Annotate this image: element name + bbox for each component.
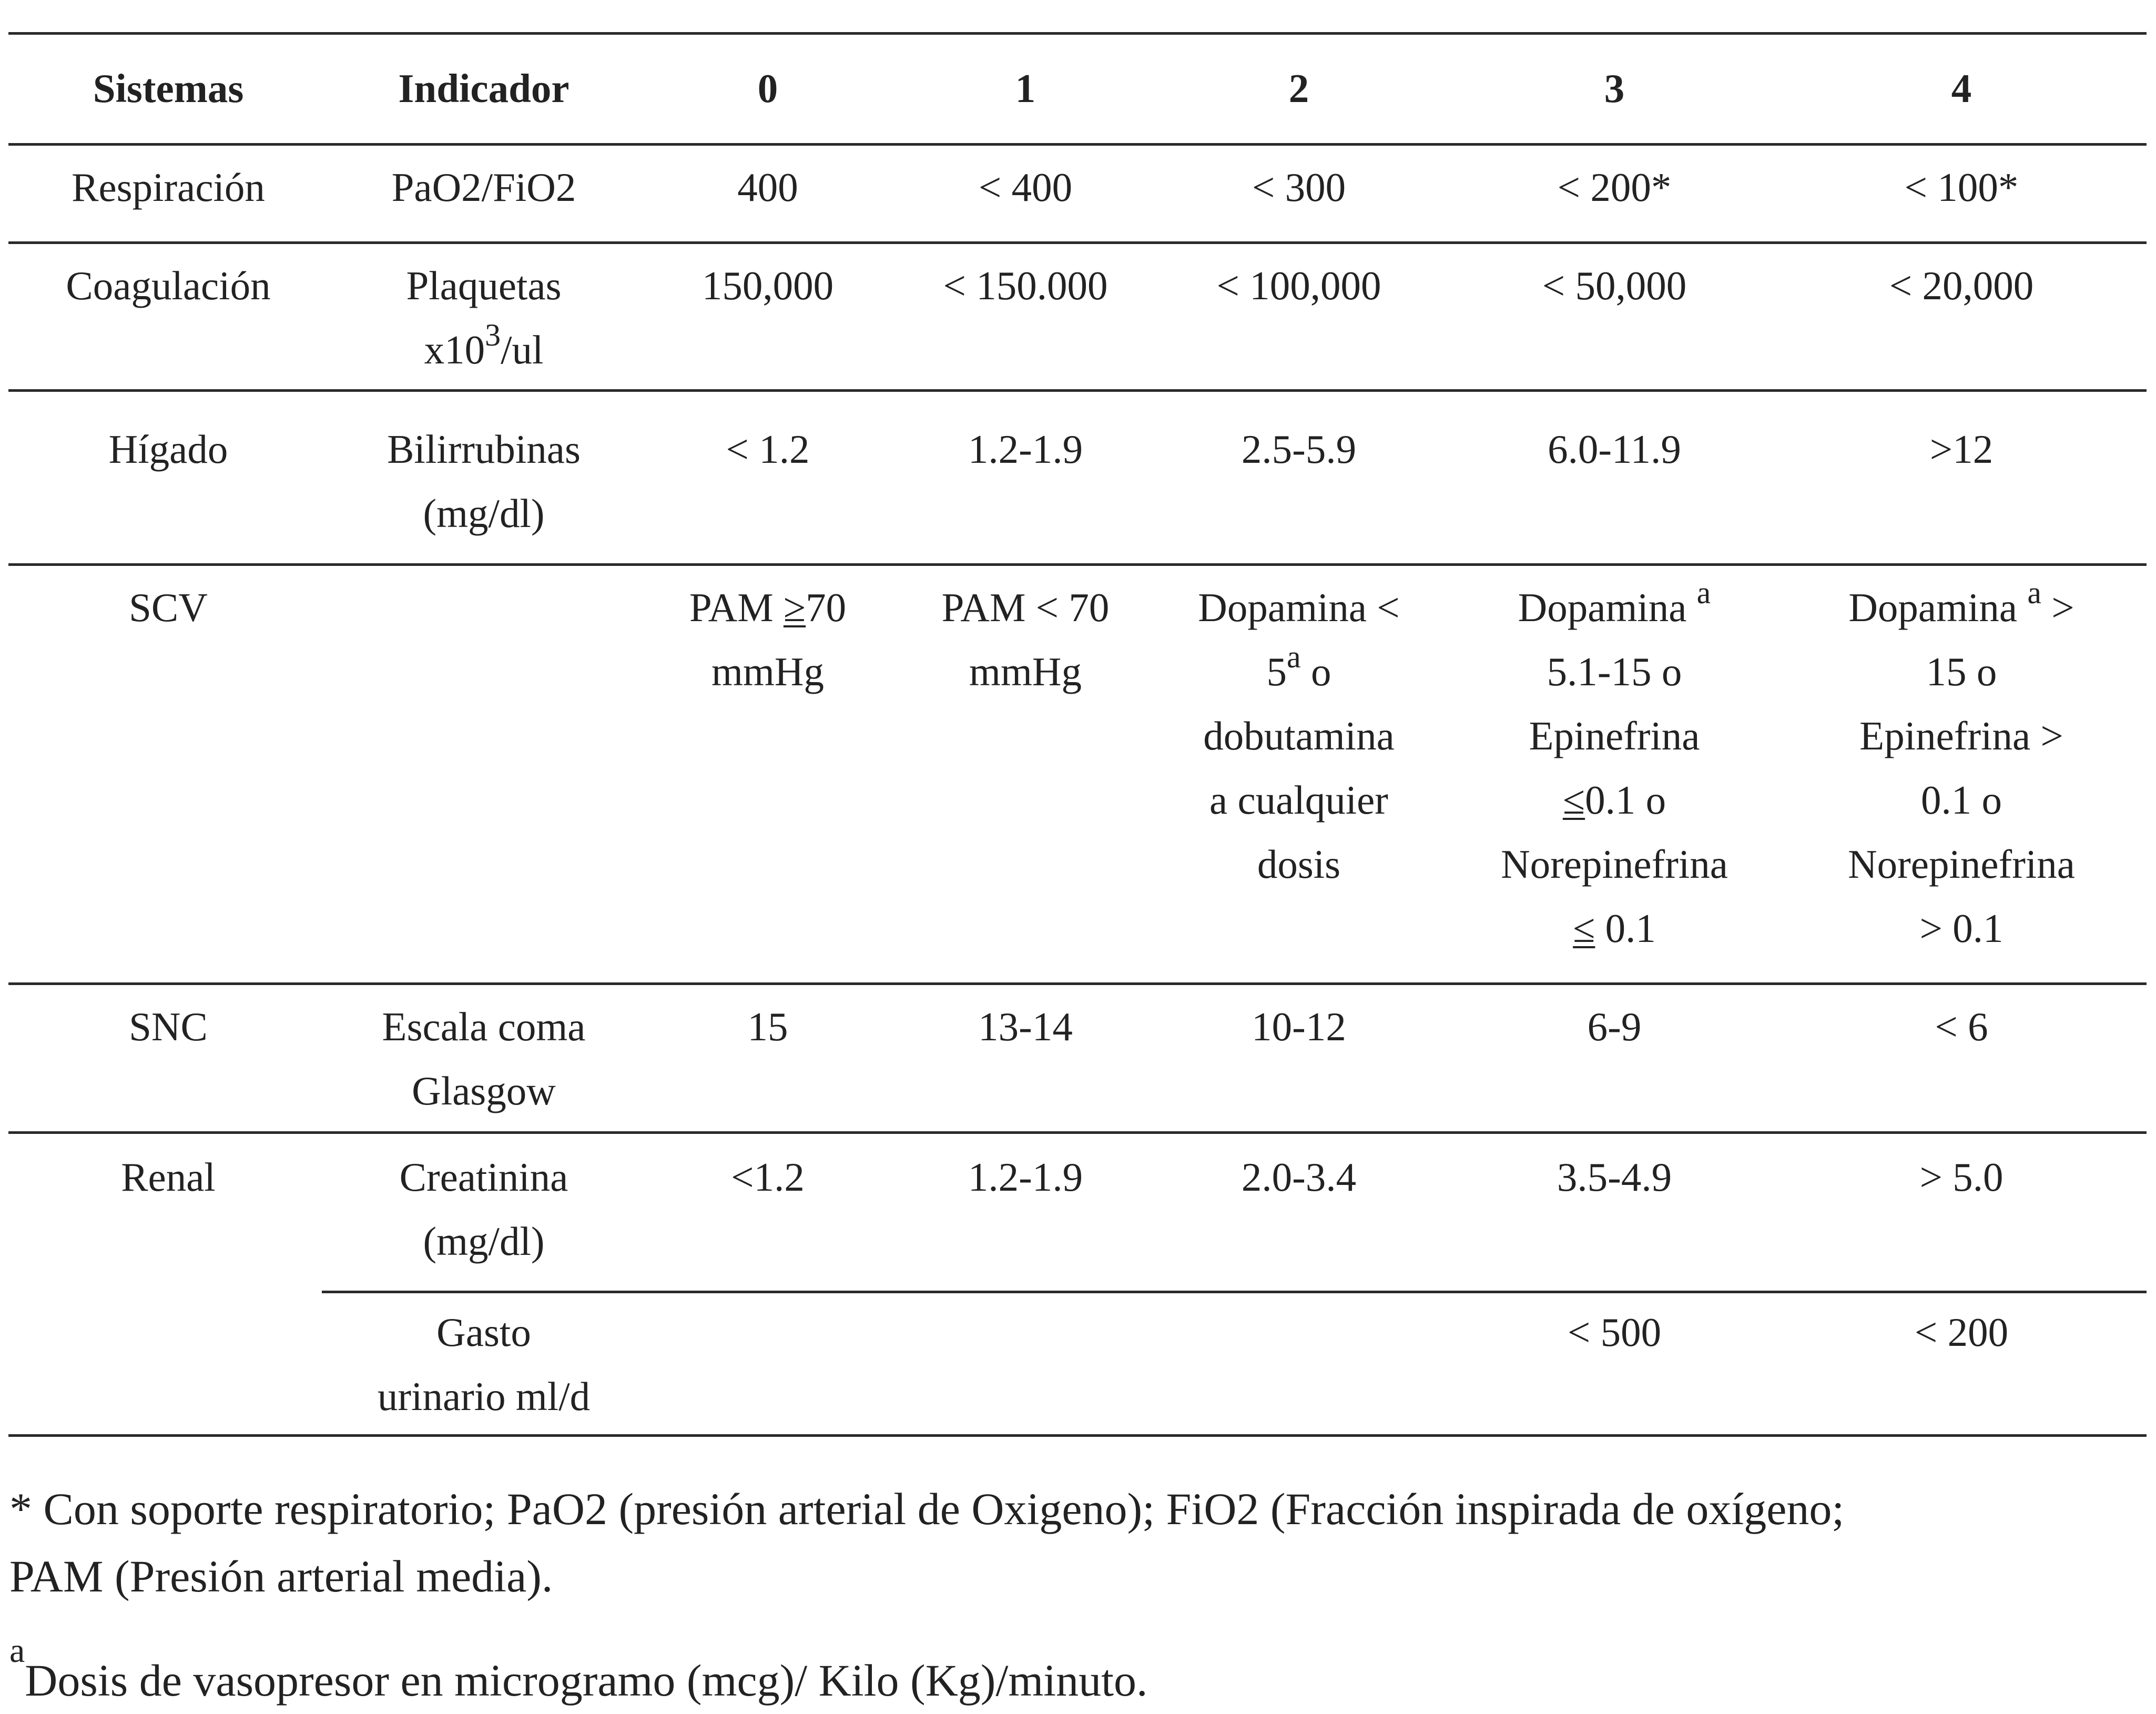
- cell-renal-4: > 5.0: [1919, 1154, 2004, 1200]
- cell-indicador-creatinina: [321, 1145, 647, 1273]
- indicador-line: (mg/dl): [423, 1219, 545, 1264]
- cell-sistema-snc: SNC: [129, 1004, 208, 1049]
- cell-line: Norepinefrina: [1501, 841, 1728, 887]
- indicador-line: Gasto: [436, 1310, 531, 1355]
- cell-renal-1: 1.2-1.9: [968, 1154, 1083, 1200]
- cell-line: 0.1 o: [1921, 777, 2002, 823]
- cell-renal-3: 3.5-4.9: [1557, 1154, 1672, 1200]
- cell-line: a cualquier: [1209, 777, 1388, 823]
- footnote-line: PAM (Presión arterial media).: [9, 1551, 553, 1601]
- footnote-marker: a: [9, 1631, 25, 1670]
- cell-sistema-respiracion: Respiración: [72, 165, 265, 210]
- cell-higado-2: 2.5-5.9: [1241, 427, 1357, 472]
- text-run: ≤: [1562, 777, 1585, 823]
- cell-sistema-coagulacion: Coagulación: [66, 263, 271, 308]
- cell-snc-0: 15: [747, 1004, 788, 1049]
- header-sistemas: Sistemas: [93, 66, 244, 111]
- cell-line: [1830, 575, 2093, 640]
- table-bottom-rule: [8, 1434, 2147, 1437]
- superscript: a: [1287, 640, 1301, 674]
- cell-coagulacion-4: < 20,000: [1889, 263, 2034, 308]
- indicador-line: Escala coma: [382, 1004, 586, 1049]
- text-run: ≤: [1573, 906, 1595, 951]
- cell-indicador-gasto-urinario: [321, 1300, 647, 1428]
- cell-indicador-glasgow: [321, 995, 647, 1123]
- header-score-1: 1: [1015, 66, 1036, 111]
- cell-snc-2: 10-12: [1252, 1004, 1346, 1049]
- cell-line: [1483, 896, 1746, 960]
- cell-sistema-scv: SCV: [129, 585, 208, 630]
- cell-line: 15 o: [1926, 649, 1997, 694]
- header-score-2: 2: [1288, 66, 1309, 111]
- superscript: 3: [485, 318, 501, 352]
- footnote-abbreviations: [9, 1475, 1844, 1610]
- cell-gasto-urinario-4: < 200: [1914, 1310, 2009, 1355]
- cell-line: PAM < 70: [941, 585, 1110, 630]
- cell-gasto-urinario-3: < 500: [1567, 1310, 1662, 1355]
- cell-higado-4: >12: [1929, 427, 1994, 472]
- cell-line: Epinefrina >: [1859, 713, 2063, 758]
- cell-respiracion-2: < 300: [1252, 165, 1346, 210]
- cell-sistema-higado: Hígado: [108, 427, 228, 472]
- cell-snc-3: 6-9: [1587, 1004, 1642, 1049]
- cell-line: dosis: [1257, 841, 1341, 887]
- row-rule: [8, 982, 2147, 985]
- text-run: ≥: [783, 585, 806, 630]
- text-run: o: [1300, 649, 1331, 694]
- superscript: a: [1696, 575, 1711, 610]
- text-run: Dopamina: [1518, 585, 1697, 630]
- cell-line: 5.1-15 o: [1547, 649, 1682, 694]
- text-run: 5: [1266, 649, 1287, 694]
- footnote-text: Dosis de vasopresor en microgramo (mcg)/ Kilo (Kg)/minuto.: [25, 1655, 1148, 1706]
- row-rule: [8, 1131, 2147, 1134]
- text-run: PAM: [689, 585, 784, 630]
- cell-higado-0: < 1.2: [726, 427, 810, 472]
- cell-line: Epinefrina: [1529, 713, 1700, 758]
- text-run: 0.1: [1595, 906, 1656, 951]
- cell-line: [1167, 640, 1430, 704]
- cell-indicador-plaquetas: [321, 253, 647, 382]
- cell-scv-0: [636, 575, 899, 704]
- header-score-0: 0: [757, 66, 778, 111]
- indicador-line: Bilirrubinas: [387, 427, 581, 472]
- cell-coagulacion-1: < 150.000: [943, 263, 1108, 308]
- row-rule-partial: [322, 1291, 2147, 1293]
- cell-respiracion-0: 400: [737, 165, 798, 210]
- text-run: Dopamina: [1848, 585, 2028, 630]
- row-rule: [8, 389, 2147, 392]
- cell-scv-3: [1483, 575, 1746, 960]
- cell-coagulacion-2: < 100,000: [1216, 263, 1381, 308]
- text-run: >: [2041, 585, 2074, 630]
- row-rule: [8, 563, 2147, 566]
- table-top-rule: [8, 32, 2147, 35]
- indicador-line: Plaquetas: [406, 263, 562, 308]
- cell-line: dobutamina: [1203, 713, 1395, 758]
- cell-respiracion-3: < 200*: [1557, 165, 1672, 210]
- indicador-line: urinario ml/d: [377, 1374, 591, 1419]
- indicador-line: Creatinina: [399, 1154, 568, 1200]
- cell-line: Dopamina <: [1198, 585, 1400, 630]
- cell-respiracion-1: < 400: [978, 165, 1073, 210]
- cell-renal-2: 2.0-3.4: [1241, 1154, 1357, 1200]
- footnote-line: * Con soporte respiratorio; PaO2 (presión arterial de Oxigeno); FiO2 (Fracción inspirada de oxígeno;: [9, 1484, 1845, 1534]
- cell-line: > 0.1: [1919, 906, 2004, 951]
- cell-respiracion-4: < 100*: [1904, 165, 2019, 210]
- cell-indicador-bilirrubinas: [321, 417, 647, 545]
- header-score-3: 3: [1604, 66, 1625, 111]
- cell-higado-3: 6.0-11.9: [1548, 427, 1681, 472]
- cell-scv-4: [1830, 575, 2093, 960]
- cell-snc-1: 13-14: [978, 1004, 1073, 1049]
- cell-line: Norepinefrina: [1848, 841, 2075, 887]
- cell-scv-2: [1167, 575, 1430, 896]
- cell-renal-0: <1.2: [731, 1154, 805, 1200]
- cell-line: [1483, 768, 1746, 832]
- cell-higado-1: 1.2-1.9: [968, 427, 1083, 472]
- cell-line: mmHg: [711, 649, 824, 694]
- text-run: 0.1 o: [1585, 777, 1666, 823]
- cell-scv-1: [894, 575, 1157, 704]
- footnote-dose: [9, 1631, 1148, 1714]
- text-run: 70: [806, 585, 847, 630]
- cell-indicador-pao2-fio2: PaO2/FiO2: [391, 165, 576, 210]
- indicador-line: (mg/dl): [423, 491, 545, 536]
- superscript: a: [2027, 575, 2041, 610]
- header-indicador: Indicador: [398, 66, 569, 111]
- text-run: /ul: [501, 327, 544, 372]
- cell-sistema-renal: Renal: [121, 1154, 216, 1200]
- header-score-4: 4: [1951, 66, 1972, 111]
- indicador-line: Glasgow: [412, 1068, 556, 1113]
- row-rule: [8, 241, 2147, 244]
- cell-line: [636, 575, 899, 640]
- header-bottom-rule: [8, 143, 2147, 146]
- cell-line: [1483, 575, 1746, 640]
- indicador-line: [321, 318, 647, 382]
- cell-coagulacion-0: 150,000: [701, 263, 834, 308]
- text-run: x10: [424, 327, 485, 372]
- cell-snc-4: < 6: [1935, 1004, 1988, 1049]
- cell-line: mmHg: [969, 649, 1082, 694]
- cell-coagulacion-3: < 50,000: [1542, 263, 1687, 308]
